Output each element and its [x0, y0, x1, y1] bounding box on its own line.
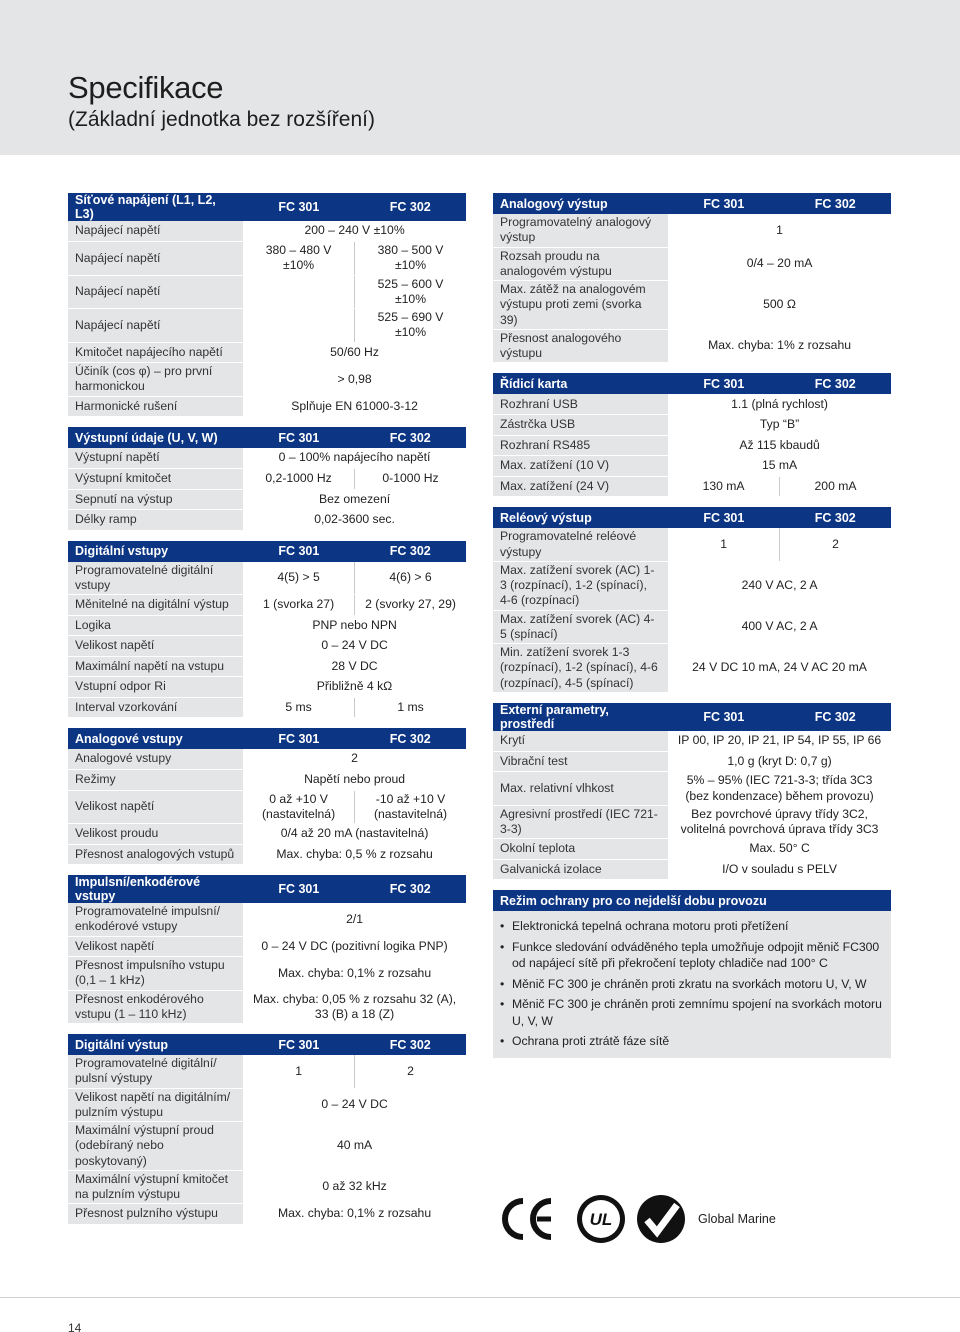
list-item: • Funkce sledování odváděného tepla umožňuje odpojit měnič FC300 od napájecí sítě při překročení teploty chladiče nad 100° C: [500, 939, 884, 972]
table-row: [68, 510, 466, 531]
row-value: 0,02-3600 sec.: [243, 510, 466, 531]
row-value-fc302: 200 mA: [780, 476, 891, 497]
row-value: 1: [668, 214, 891, 247]
table-row: [68, 844, 466, 865]
row-label: Max. zátěž na analogovém výstupu proti zemi (svorka 39): [493, 281, 668, 330]
checkmark-certificate-icon: [637, 1195, 685, 1243]
table-row: [493, 394, 891, 415]
row-label: Interval vzorkování: [68, 697, 243, 718]
row-label: Agresivní prostředí (IEC 721-3-3): [493, 805, 668, 839]
spec-table: [68, 541, 466, 719]
table-row: [493, 644, 891, 693]
section-title: Digitální vstupy: [68, 541, 243, 562]
ul-mark-icon: [577, 1195, 625, 1243]
table-row: [493, 476, 891, 497]
table-row: [493, 214, 891, 247]
table-row: [68, 562, 466, 595]
row-value: Max. chyba: 0,1% z rozsahu: [243, 957, 466, 991]
table-row: [68, 363, 466, 397]
page-number: 14: [68, 1321, 82, 1332]
row-value: Max. chyba: 0,1% z rozsahu: [243, 1204, 466, 1225]
row-value-fc302: 525 – 600 V ±10%: [355, 275, 466, 309]
row-value-fc302: 380 – 500 V ±10%: [355, 242, 466, 276]
row-value-fc301: [243, 275, 354, 309]
column-header-fc302: FC 302: [355, 541, 466, 562]
column-header-fc301: FC 301: [243, 728, 354, 749]
table-row: [493, 805, 891, 839]
row-value-fc302: 0-1000 Hz: [355, 469, 466, 490]
row-label: Programovatelné digitální vstupy: [68, 562, 243, 595]
row-label: Vstupní odpor Ri: [68, 677, 243, 698]
table-row: [68, 749, 466, 770]
row-label: Min. zatížení svorek 1-3 (rozpínací), 1-2 (spínací), 4-6 (rozpínací), 4-5 (spínací): [493, 644, 668, 693]
row-label: Přesnost impulsního vstupu (0,1 – 1 kHz): [68, 957, 243, 991]
spec-table: [68, 1034, 466, 1225]
row-value: Max. chyba: 1% z rozsahu: [668, 329, 891, 363]
row-label: Režimy: [68, 770, 243, 791]
row-value-fc301: 1: [668, 528, 779, 561]
list-item: • Měnič FC 300 je chráněn proti zkratu na svorkách motoru U, V, W: [500, 976, 884, 992]
column-header-fc302: FC 302: [780, 373, 891, 394]
table-row: [68, 636, 466, 657]
row-label: Napájecí napětí: [68, 309, 243, 343]
row-label: Velikost napětí: [68, 636, 243, 657]
footer-divider: [0, 1297, 960, 1298]
row-label: Přesnost enkodérového vstupu (1 – 110 kHz): [68, 990, 243, 1024]
table-row: [68, 309, 466, 343]
table-row: [68, 824, 466, 845]
row-value: 5% – 95% (IEC 721-3-3; třída 3C3 (bez kondenzace) během provozu): [668, 772, 891, 806]
table-row: [68, 489, 466, 510]
table-row: [68, 677, 466, 698]
row-label: Max. zatížení svorek (AC) 4-5 (spínací): [493, 610, 668, 644]
row-value: Splňuje EN 61000-3-12: [243, 396, 466, 417]
column-header-fc301: FC 301: [243, 875, 354, 903]
column-header-fc302: FC 302: [780, 703, 891, 731]
list-item: • Elektronická tepelná ochrana motoru proti přetížení: [500, 918, 884, 934]
table-row: [68, 242, 466, 276]
row-label: Sepnutí na výstup: [68, 489, 243, 510]
table-row: [68, 790, 466, 824]
row-value: 50/60 Hz: [243, 342, 466, 363]
section-title: Síťové napájení (L1, L2, L3): [68, 193, 243, 221]
row-label: Max. zatížení (24 V): [493, 476, 668, 497]
list-item: • Ochrana proti ztrátě fáze sítě: [500, 1033, 884, 1049]
protection-list: [493, 911, 891, 1057]
row-value: Přibližně 4 kΩ: [243, 677, 466, 698]
row-label: Analogové vstupy: [68, 749, 243, 770]
page-title: Specifikace: [68, 70, 224, 105]
row-value-fc301: 1: [243, 1055, 354, 1088]
section-title: Digitální výstup: [68, 1034, 243, 1055]
row-label: Rozhraní RS485: [493, 435, 668, 456]
row-value-fc301: 130 mA: [668, 476, 779, 497]
row-value: 0 – 24 V DC: [243, 1088, 466, 1122]
row-label: Programovatelné impulsní/ enkodérové vstupy: [68, 903, 243, 936]
row-value-fc302: 2: [780, 528, 891, 561]
section-title: Výstupní údaje (U, V, W): [68, 427, 243, 448]
row-label: Maximální napětí na vstupu: [68, 656, 243, 677]
column-header-fc301: FC 301: [243, 1034, 354, 1055]
spec-table: [493, 703, 891, 881]
row-value-fc302: 2 (svorky 27, 29): [355, 595, 466, 616]
global-marine-label: Global Marine: [698, 1212, 776, 1226]
table-row: [68, 990, 466, 1024]
title-band: [0, 0, 960, 155]
row-value: 2/1: [243, 903, 466, 936]
spec-table: [68, 875, 466, 1024]
column-header-fc302: FC 302: [355, 875, 466, 903]
row-label: Kmitočet napájecího napětí: [68, 342, 243, 363]
table-row: [68, 396, 466, 417]
table-row: [68, 1170, 466, 1204]
row-value-fc301: 380 – 480 V ±10%: [243, 242, 354, 276]
row-value: PNP nebo NPN: [243, 615, 466, 636]
row-label: Výstupní kmitočet: [68, 469, 243, 490]
column-header-fc302: FC 302: [780, 507, 891, 528]
section-title: Reléový výstup: [493, 507, 668, 528]
spec-table: [493, 507, 891, 693]
row-value-fc301: 1 (svorka 27): [243, 595, 354, 616]
row-value: Až 115 kbaudů: [668, 435, 891, 456]
protection-title: Režim ochrany pro co nejdelší dobu provozu: [493, 890, 891, 911]
row-label: Zástrčka USB: [493, 415, 668, 436]
row-value: 40 mA: [243, 1122, 466, 1171]
row-value: IP 00, IP 20, IP 21, IP 54, IP 55, IP 66: [668, 731, 891, 752]
table-row: [493, 528, 891, 561]
row-value: Max. chyba: 0,05 % z rozsahu 32 (A), 33 (B) a 18 (Z): [243, 990, 466, 1024]
row-value: 500 Ω: [668, 281, 891, 330]
table-row: [493, 610, 891, 644]
row-value: 0/4 až 20 mA (nastavitelná): [243, 824, 466, 845]
row-value: Max. chyba: 0,5 % z rozsahu: [243, 844, 466, 865]
row-label: Velikost napětí: [68, 790, 243, 824]
table-row: [68, 448, 466, 469]
section-title: Externí parametry, prostředí: [493, 703, 668, 731]
row-value-fc301: 0 až +10 V (nastavitelná): [243, 790, 354, 824]
row-value-fc302: 1 ms: [355, 697, 466, 718]
spec-table: [68, 728, 466, 865]
row-label: Vibrační test: [493, 751, 668, 772]
column-header-fc302: FC 302: [780, 193, 891, 214]
table-row: [68, 936, 466, 957]
protection-table: [493, 890, 891, 911]
row-label: Rozhraní USB: [493, 394, 668, 415]
column-header-fc302: FC 302: [355, 728, 466, 749]
row-label: Max. zatížení svorek (AC) 1-3 (rozpínací), 1-2 (spínací), 4-6 (rozpínací): [493, 561, 668, 610]
row-value: 0 – 24 V DC: [243, 636, 466, 657]
row-value: 15 mA: [668, 456, 891, 477]
table-row: [68, 697, 466, 718]
row-value-fc301: 5 ms: [243, 697, 354, 718]
row-label: Napájecí napětí: [68, 242, 243, 276]
table-row: [68, 770, 466, 791]
row-value: 240 V AC, 2 A: [668, 561, 891, 610]
table-row: [68, 342, 466, 363]
table-row: [493, 415, 891, 436]
table-row: [68, 1088, 466, 1122]
column-header-fc301: FC 301: [668, 703, 779, 731]
row-value: 0 – 24 V DC (pozitivní logika PNP): [243, 936, 466, 957]
ul-text: UL: [589, 1210, 613, 1229]
row-value: Max. 50° C: [668, 839, 891, 860]
row-label: Výstupní napětí: [68, 448, 243, 469]
section-title: Analogový výstup: [493, 193, 668, 214]
table-row: [68, 469, 466, 490]
row-label: Přesnost analogového výstupu: [493, 329, 668, 363]
row-label: Účiník (cos φ) – pro první harmonickou: [68, 363, 243, 397]
left-column: [68, 193, 466, 1235]
row-label: Logika: [68, 615, 243, 636]
table-row: [493, 281, 891, 330]
row-value-fc302: -10 až +10 V (nastavitelná): [355, 790, 466, 824]
table-row: [493, 839, 891, 860]
row-value: Typ “B”: [668, 415, 891, 436]
table-row: [68, 957, 466, 991]
spec-table: [493, 373, 891, 497]
row-label: Měnitelné na digitální výstup: [68, 595, 243, 616]
row-value-fc301: 4(5) > 5: [243, 562, 354, 595]
row-label: Přesnost pulzního výstupu: [68, 1204, 243, 1225]
table-row: [493, 435, 891, 456]
row-label: Rozsah proudu na analogovém výstupu: [493, 247, 668, 281]
row-label: Velikost napětí: [68, 936, 243, 957]
row-label: Max. relativní vlhkost: [493, 772, 668, 806]
column-header-fc301: FC 301: [668, 507, 779, 528]
row-label: Maximální výstupní kmitočet na pulzním výstupu: [68, 1170, 243, 1204]
row-value: 2: [243, 749, 466, 770]
column-header-fc302: FC 302: [355, 427, 466, 448]
row-label: Okolní teplota: [493, 839, 668, 860]
row-value: Bez omezení: [243, 489, 466, 510]
spec-table: [68, 193, 466, 417]
row-label: Programovatelné digitální/ pulsní výstupy: [68, 1055, 243, 1088]
row-label: Max. zatížení (10 V): [493, 456, 668, 477]
right-column: [493, 193, 891, 1058]
spec-table: [493, 193, 891, 363]
row-value: Napětí nebo proud: [243, 770, 466, 791]
table-row: [68, 221, 466, 242]
row-value: 1,0 g (kryt D: 0,7 g): [668, 751, 891, 772]
row-value: 400 V AC, 2 A: [668, 610, 891, 644]
row-value: > 0,98: [243, 363, 466, 397]
row-value: 0 až 32 kHz: [243, 1170, 466, 1204]
section-title: Analogové vstupy: [68, 728, 243, 749]
row-label: Přesnost analogových vstupů: [68, 844, 243, 865]
certification-logos: [497, 1192, 891, 1246]
row-value-fc302: 2: [355, 1055, 466, 1088]
table-row: [493, 561, 891, 610]
spec-table: [68, 427, 466, 531]
row-value: Bez povrchové úpravy třídy 3C2, volitelná povrchová úprava třídy 3C3: [668, 805, 891, 839]
row-label: Napájecí napětí: [68, 275, 243, 309]
table-row: [68, 903, 466, 936]
row-label: Velikost proudu: [68, 824, 243, 845]
row-label: Programovatelné reléové výstupy: [493, 528, 668, 561]
row-value-fc301: 0,2-1000 Hz: [243, 469, 354, 490]
table-row: [493, 772, 891, 806]
row-label: Velikost napětí na digitálním/ pulzním výstupu: [68, 1088, 243, 1122]
section-title: Řídicí karta: [493, 373, 668, 394]
table-row: [68, 1122, 466, 1171]
row-value-fc301: [243, 309, 354, 343]
row-label: Délky ramp: [68, 510, 243, 531]
table-row: [68, 275, 466, 309]
table-row: [493, 247, 891, 281]
row-label: Maximální výstupní proud (odebíraný nebo poskytovaný): [68, 1122, 243, 1171]
row-label: Krytí: [493, 731, 668, 752]
table-row: [68, 595, 466, 616]
row-value-fc302: 525 – 690 V ±10%: [355, 309, 466, 343]
row-value: 0/4 – 20 mA: [668, 247, 891, 281]
row-value: I/O v souladu s PELV: [668, 859, 891, 880]
table-row: [493, 329, 891, 363]
section-title: Impulsní/enkodérové vstupy: [68, 875, 243, 903]
row-label: Programovatelný analogový výstup: [493, 214, 668, 247]
table-row: [493, 751, 891, 772]
row-label: Napájecí napětí: [68, 221, 243, 242]
table-row: [68, 1055, 466, 1088]
column-header-fc301: FC 301: [243, 193, 354, 221]
row-value: 28 V DC: [243, 656, 466, 677]
column-header-fc301: FC 301: [668, 193, 779, 214]
column-header-fc301: FC 301: [243, 427, 354, 448]
table-row: [68, 1204, 466, 1225]
row-value: 24 V DC 10 mA, 24 V AC 20 mA: [668, 644, 891, 693]
column-header-fc301: FC 301: [243, 541, 354, 562]
table-row: [68, 615, 466, 636]
table-row: [493, 731, 891, 752]
page-subtitle: (Základní jednotka bez rozšíření): [68, 108, 375, 131]
table-row: [68, 656, 466, 677]
table-row: [493, 859, 891, 880]
column-header-fc302: FC 302: [355, 193, 466, 221]
column-header-fc302: FC 302: [355, 1034, 466, 1055]
table-row: [493, 456, 891, 477]
row-value: 1.1 (plná rychlost): [668, 394, 891, 415]
row-label: Galvanická izolace: [493, 859, 668, 880]
ce-mark-icon: [505, 1201, 551, 1237]
row-label: Harmonické rušení: [68, 396, 243, 417]
column-header-fc301: FC 301: [668, 373, 779, 394]
row-value: 200 – 240 V ±10%: [243, 221, 466, 242]
row-value-fc302: 4(6) > 6: [355, 562, 466, 595]
list-item: • Měnič FC 300 je chráněn proti zemnímu spojení na svorkách motoru U, V, W: [500, 996, 884, 1029]
row-value: 0 – 100% napájecího napětí: [243, 448, 466, 469]
